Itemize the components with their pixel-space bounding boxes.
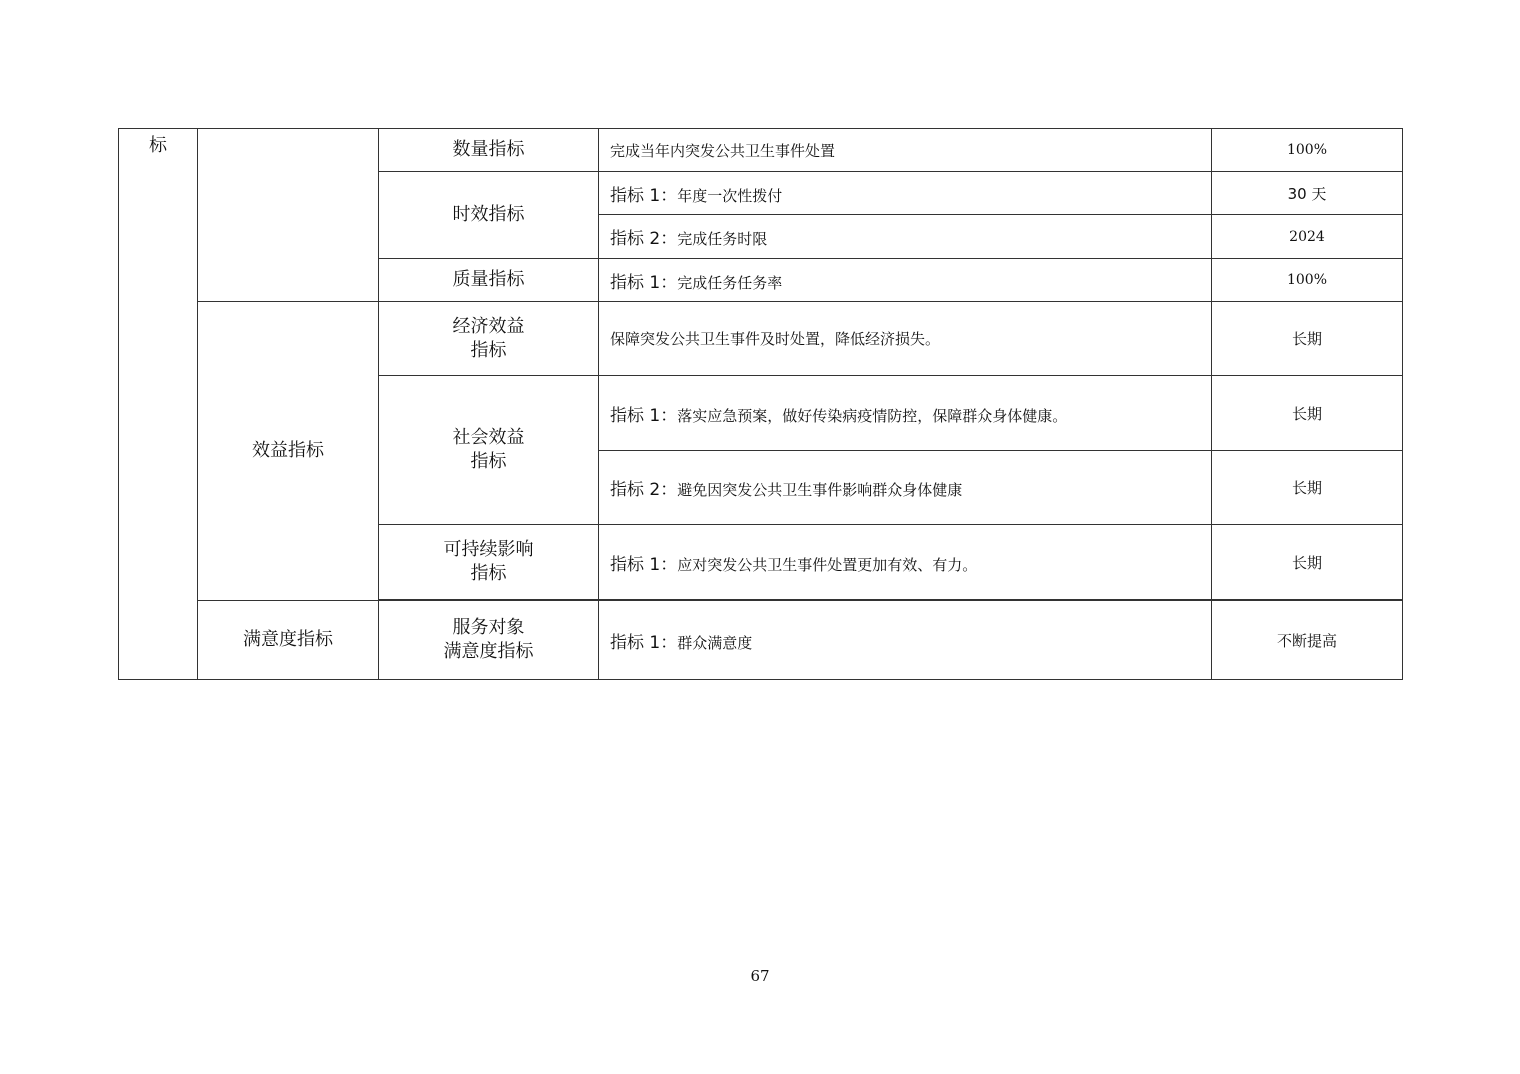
desc-timeliness-2	[599, 215, 1212, 259]
desc-social-2	[599, 451, 1212, 525]
category-line: 可持续影响	[443, 539, 534, 560]
indicator-text: 完成任务时限	[677, 230, 768, 248]
desc-quality	[599, 259, 1212, 302]
indicator-text: 群众满意度	[677, 633, 753, 652]
indicator-prefix: 指标 1：	[610, 272, 678, 293]
category-line: 指标	[470, 563, 507, 584]
value-service: 不断提高	[1212, 601, 1403, 680]
value-economic: 长期	[1212, 302, 1403, 376]
category-line: 满意度指标	[443, 641, 534, 662]
indicator-prefix: 指标 1：	[610, 554, 678, 575]
value-timeliness-2: 2024	[1212, 215, 1403, 259]
table-row	[119, 129, 1403, 172]
desc-economic: 保障突发公共卫生事件及时处置，降低经济损失。	[599, 302, 1212, 376]
level1-cell: 标	[119, 129, 198, 680]
indicator-text: 完成任务任务率	[677, 273, 783, 292]
level2-satisfaction: 满意度指标	[198, 601, 379, 680]
level2-cell-empty	[198, 129, 379, 302]
category-line: 社会效益	[452, 427, 525, 448]
value-social-1: 长期	[1212, 376, 1403, 451]
value-timeliness-1: 30 天	[1212, 172, 1403, 215]
category-line: 经济效益	[452, 315, 525, 337]
desc-social-1	[599, 376, 1212, 451]
category-line: 指标	[470, 339, 507, 361]
category-service	[379, 601, 599, 680]
page-number: 67	[750, 967, 770, 985]
indicator-prefix: 指标 1：	[610, 405, 678, 426]
category-timeliness: 时效指标	[379, 172, 599, 259]
desc-sustainable	[599, 525, 1212, 600]
category-line: 服务对象	[452, 617, 525, 638]
indicator-prefix: 指标 1：	[610, 632, 678, 653]
value-quality: 100%	[1212, 259, 1403, 302]
indicator-prefix: 指标 1：	[610, 185, 678, 206]
indicator-text: 避免因突发公共卫生事件影响群众身体健康	[677, 481, 963, 499]
value-quantity: 100%	[1212, 129, 1403, 172]
indicator-prefix: 指标 2：	[610, 480, 678, 500]
indicator-text: 应对突发公共卫生事件处置更加有效、有力。	[677, 555, 978, 574]
category-quantity: 数量指标	[379, 129, 599, 172]
indicator-text: 年度一次性拨付	[677, 186, 783, 205]
value-sustainable: 长期	[1212, 525, 1403, 600]
desc-timeliness-1	[599, 172, 1212, 215]
category-quality: 质量指标	[379, 259, 599, 302]
desc-service	[599, 601, 1212, 680]
category-sustainable	[379, 525, 599, 600]
desc-quantity: 完成当年内突发公共卫生事件处置	[599, 129, 1212, 172]
performance-indicator-table	[118, 128, 1403, 680]
value-social-2: 长期	[1212, 451, 1403, 525]
table-row	[119, 601, 1403, 680]
category-social	[379, 376, 599, 525]
category-economic	[379, 302, 599, 376]
indicator-prefix: 指标 2：	[610, 229, 678, 249]
table-row	[119, 302, 1403, 376]
level2-benefit: 效益指标	[198, 302, 379, 601]
indicator-text: 落实应急预案，做好传染病疫情防控，保障群众身体健康。	[677, 406, 1068, 425]
category-line: 指标	[470, 451, 507, 472]
